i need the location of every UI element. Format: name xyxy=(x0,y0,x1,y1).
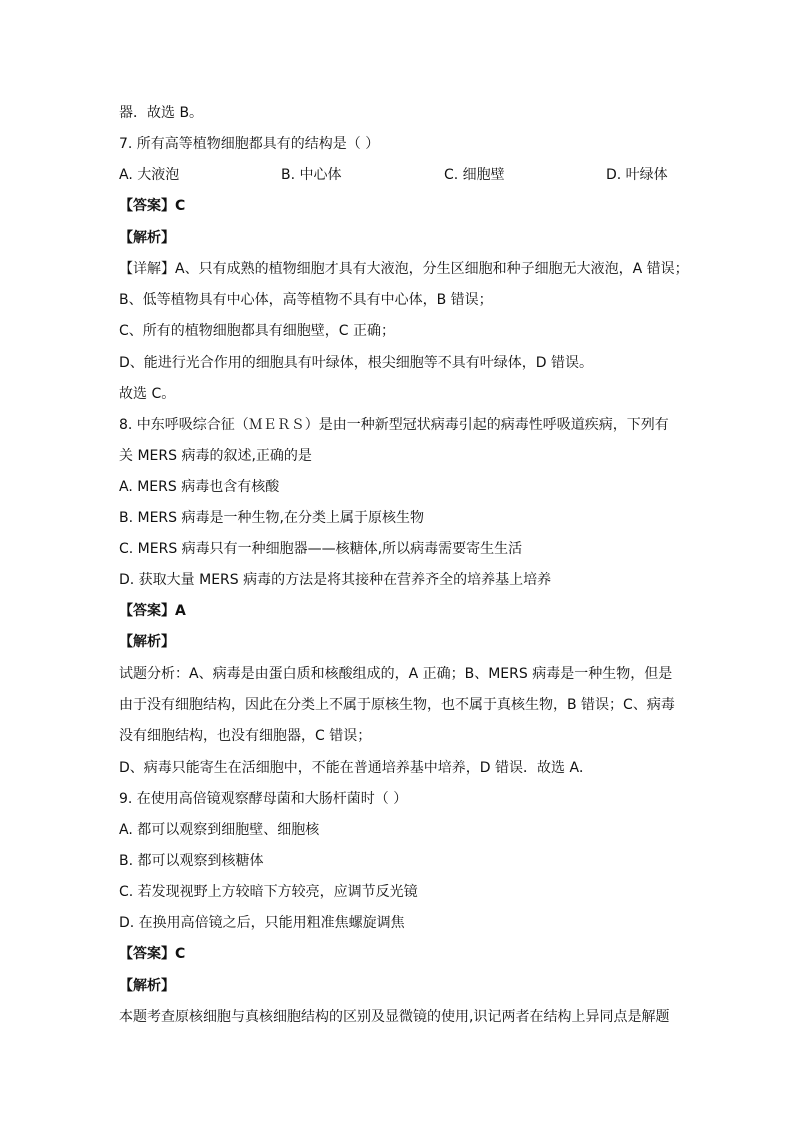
question-7-detail-line: B、低等植物具有中心体，高等植物不具有中心体，B 错误； xyxy=(119,292,493,308)
question-8-stem: 关 MERS 病毒的叙述,正确的是 xyxy=(119,448,312,464)
question-9-answer: 【答案】C xyxy=(119,946,186,962)
question-8-detail-line: 没有细胞结构，也没有细胞器，C 错误； xyxy=(119,728,372,744)
question-8-option-b: B. MERS 病毒是一种生物,在分类上属于原核生物 xyxy=(119,510,424,526)
question-8-detail-line: D、病毒只能寄生在活细胞中，不能在普通培养基中培养，D 错误．故选 A． xyxy=(119,760,594,776)
question-9-option-d: D. 在换用高倍镜之后，只能用粗准焦螺旋调焦 xyxy=(119,915,405,931)
continuation-line: 器．故选 B。 xyxy=(119,105,204,121)
question-8-answer: 【答案】A xyxy=(119,603,186,619)
question-8-option-a: A. MERS 病毒也含有核酸 xyxy=(119,479,280,495)
question-9-detail-line: 本题考查原核细胞与真核细胞结构的区别及显微镜的使用,识记两者在结构上异同点是解题 xyxy=(119,1009,670,1025)
question-7-option-b: B. 中心体 xyxy=(281,167,342,183)
question-8-analysis-heading: 【解析】 xyxy=(119,634,175,650)
question-9-analysis-heading: 【解析】 xyxy=(119,978,175,994)
question-8-detail-line: 由于没有细胞结构，因此在分类上不属于原核生物，也不属于真核生物，B 错误；C、病毒 xyxy=(119,697,675,713)
question-9-option-c: C. 若发现视野上方较暗下方较亮，应调节反光镜 xyxy=(119,884,418,900)
question-7-option-d: D. 叶绿体 xyxy=(606,167,668,183)
question-7-analysis-heading: 【解析】 xyxy=(119,230,175,246)
question-7-detail-line: D、能进行光合作用的细胞具有叶绿体，根尖细胞等不具有叶绿体，D 错误。 xyxy=(119,355,594,371)
question-8-option-d: D. 获取大量 MERS 病毒的方法是将其接种在营养齐全的培养基上培养 xyxy=(119,572,552,588)
question-7-option-a: A. 大液泡 xyxy=(119,167,180,183)
question-8-option-c: C. MERS 病毒只有一种细胞器——核糖体,所以病毒需要寄生生活 xyxy=(119,541,523,557)
question-9-option-b: B. 都可以观察到核糖体 xyxy=(119,853,264,869)
question-8-detail-line: 试题分析：A、病毒是由蛋白质和核酸组成的，A 正确；B、MERS 病毒是一种生物，但是 xyxy=(119,666,673,682)
question-7-detail-line: C、所有的植物细胞都具有细胞壁，C 正确； xyxy=(119,323,395,339)
question-9-stem: 9. 在使用高倍镜观察酵母菌和大肠杆菌时（ ） xyxy=(119,791,408,807)
question-9-option-a: A. 都可以观察到细胞壁、细胞核 xyxy=(119,822,320,838)
question-7-answer: 【答案】C xyxy=(119,198,186,214)
question-8-stem: 8. 中东呼吸综合征（ＭＥＲＳ）是由一种新型冠状病毒引起的病毒性呼吸道疾病，下列有 xyxy=(119,417,669,433)
question-7-stem: 7. 所有高等植物细胞都具有的结构是（ ） xyxy=(119,136,380,152)
question-7-option-c: C. 细胞壁 xyxy=(444,167,505,183)
question-7-detail-line: 【详解】A、只有成熟的植物细胞才具有大液泡，分生区细胞和种子细胞无大液泡，A 错误； xyxy=(119,261,689,277)
question-7-conclusion: 故选 C。 xyxy=(119,386,176,402)
